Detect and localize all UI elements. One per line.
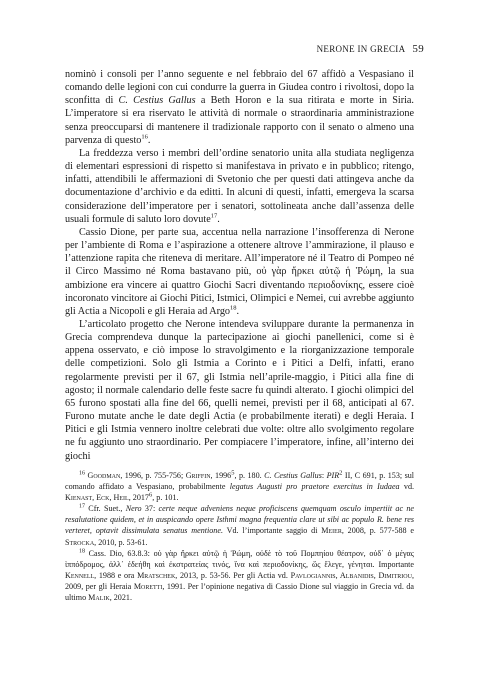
text-run: La freddezza verso i membri dell’ordine senatorio unita alla studiata negligenza di elementari espressioni di rispetto si manifestava in privato e in pubblico; ritengo, infatti, attendibili le affermazioni di Svetonio che per questi dati attingeva anche da documentazione d’archivio e da editti. In alcuni di questi, infatti, emergeva la scarsa considerazione dell’imperatore per i senatori, sottolineata anche dall’assenza delle usuali formule di saluto loro dovute [65,147,414,225]
text-run: , 2017 [128,493,149,503]
text-run: , p. 101. [152,493,179,503]
footnote-reference: 5 [231,469,235,477]
footnote-number: 17 [79,503,85,510]
footnote-reference: 2 [339,469,343,477]
text-run: . [217,213,220,225]
text-run: , 2021. [109,593,132,603]
text-run: , 1988 e ora [94,570,138,580]
text-run: , 2010, p. 53-61. [94,537,148,547]
paragraph [65,226,414,318]
italic-text: Nero [125,504,142,514]
italic-text: certe neque adveniens neque proficiscens quemquam osculo impertiit ac ne resalutatione quidem, et in auspicando opere Isthmi magna frequentia clare ut sibi ac populo R. bene res verteret, optavit dissimulata senatus mentione. [65,504,414,536]
text-run: L’articolato progetto che Nerone intendeva sviluppare durante la permanenza in Grecia comprendeva dunque la partecipazione ai giochi panellenici, come si è appena osservato, e ciò impose lo stravolgimento e la riorganizzazione temporale delle competizioni. Solo gli Istmia a Corinto e i Pitici a Delfi, infatti, erano regolarmente previsti per il 67, gli Istmia nell’aprile-maggio, i Pitici alla fine di agosto; il normale calendario delle feste sacre fu quindi alterato. I giochi olimpici del 65 furono spostati alla fine del 66, quelli nemei, previsti per il 68, anticipati al 67. Furono mutate anche le date degli Actia (e probabilmente iterati) e degli Heraia. I Pitici e gli Istmia vennero inoltre celebrati due volte: oltre allo svolgimento regolare ne fu aggiunto uno straordinario. Per compiacere l’imperatore, infine, all’interno dei giochi [65,318,414,462]
text-run: , 1996 [210,471,232,480]
footnote-number: 18 [79,547,85,554]
author-name: Mratschek [137,570,176,580]
paragraph [65,318,414,463]
text-run: II, C 691, p. 153; sul comando affidato a Vespasiano, probabilmente [65,471,415,492]
author-name: Pavlogiannis, Albanidis, Dimitriou [290,570,412,580]
running-title: NERONE IN GRECIA [316,44,406,54]
text-run: 37: [141,504,159,514]
italic-text: C. Cestius Gallus [264,471,322,480]
running-head [317,43,424,55]
text-run: , 2009, per gli Heraia [65,570,414,591]
footnote-number: 16 [79,470,85,477]
author-name: Kienast, Eck, Heil [65,493,129,503]
footnote [65,503,414,547]
text-run: , 1996, p. 755-756; [120,471,186,480]
text-run: a Beth Horon e la sua ritirata e morte in Siria. L’imperatore si era riservato le attività di normale o straordinaria amministrazione senza preoccuparsi di mantenere il tradizionale rapporto con il senato o almeno una parvenza di questo [65,95,414,146]
author-name: Goodman [87,471,121,480]
text-run: nominò i consoli per l’anno seguente e nel febbraio del 67 affidò a Vespasiano il comando delle legioni con cui condurre la guerra in Giudea contro i rivoltosi, dopo la sconfitta di [65,69,414,107]
text-run: Vd. l’importante saggio di [222,526,322,536]
footnote [65,548,414,603]
footnote-reference: 6 [148,491,153,499]
text-run: Cassio Dione, per parte sua, accentua nella narrazione l’insofferenza di Nerone per l’ambiente di Roma e l’aspirazione a ottenere altrove l’ammirazione, il plauso e l’attenzione rapita che riteneva di meritare. All’imperatore né il Teatro di Pompeo né il Circo Massimo né Roma bastavano più, οὐ γὰρ ἤρκει αὐτῷ ἡ Ῥώμη, la sua ambizione era vincere ai quattro Giochi Sacri diventando περιοδονίκης, essere cioè incoronato vincitore ai Giochi Pitici, Istmici, Olimpici e Nemei, cui avrebbe aggiunto gli Actia a Nicopoli e gli Heraia ad Argo [65,226,414,317]
text-run: : [321,471,327,480]
text-run: Cfr. Suet., [88,504,126,514]
author-name: Strocka [65,537,95,547]
paragraph [65,68,414,147]
text-run: , 1991. Per l’opinione negativa di Cassio Dione sul viaggio in Grecia vd. da ultimo [65,581,415,603]
footnote-reference: 17 [210,212,218,220]
author-name: Moretti [133,581,163,591]
text-run: . [147,134,151,146]
text-run: , 2008, p. 577-588 e [341,526,414,536]
paragraph [65,147,414,226]
italic-text: PIR [326,471,340,480]
text-run: . [236,305,240,317]
author-name: Meier [321,526,342,536]
footnote-reference: 16 [141,133,148,141]
footnote-reference: 18 [230,304,237,312]
text-run: , 2013, p. 53-56. Per gli Actia vd. [175,570,291,580]
page-number: 59 [412,43,424,55]
italic-text: legatus Augusti pro praetore exercitus in Iudaea [229,482,400,492]
italic-text: C. Cestius Gallus [118,95,196,107]
footnotes [65,470,414,603]
text-run: , p. 180. [234,471,265,480]
text-run: Cass. Dio, 63.8.3: οὐ γὰρ ἤρκει αὐτῷ ἡ Ῥώμη, οὐδὲ τὸ τοῦ Πομπηίου θέατρον, οὐδ᾽ ὁ μέγας ἱππόδρομος, ἀλλ᾽ ἐδεήθη καὶ ἐκστρατείας τινός, ἵνα καὶ περιοδονίκης, ὥς ἔλεγε, γένηται. Importante [65,548,414,569]
body-text [65,68,414,463]
author-name: Malik [88,593,110,603]
text-run: vd. [399,482,415,492]
author-name: Griffin [185,471,211,480]
footnote [65,470,414,503]
author-name: Kennell [65,570,95,580]
